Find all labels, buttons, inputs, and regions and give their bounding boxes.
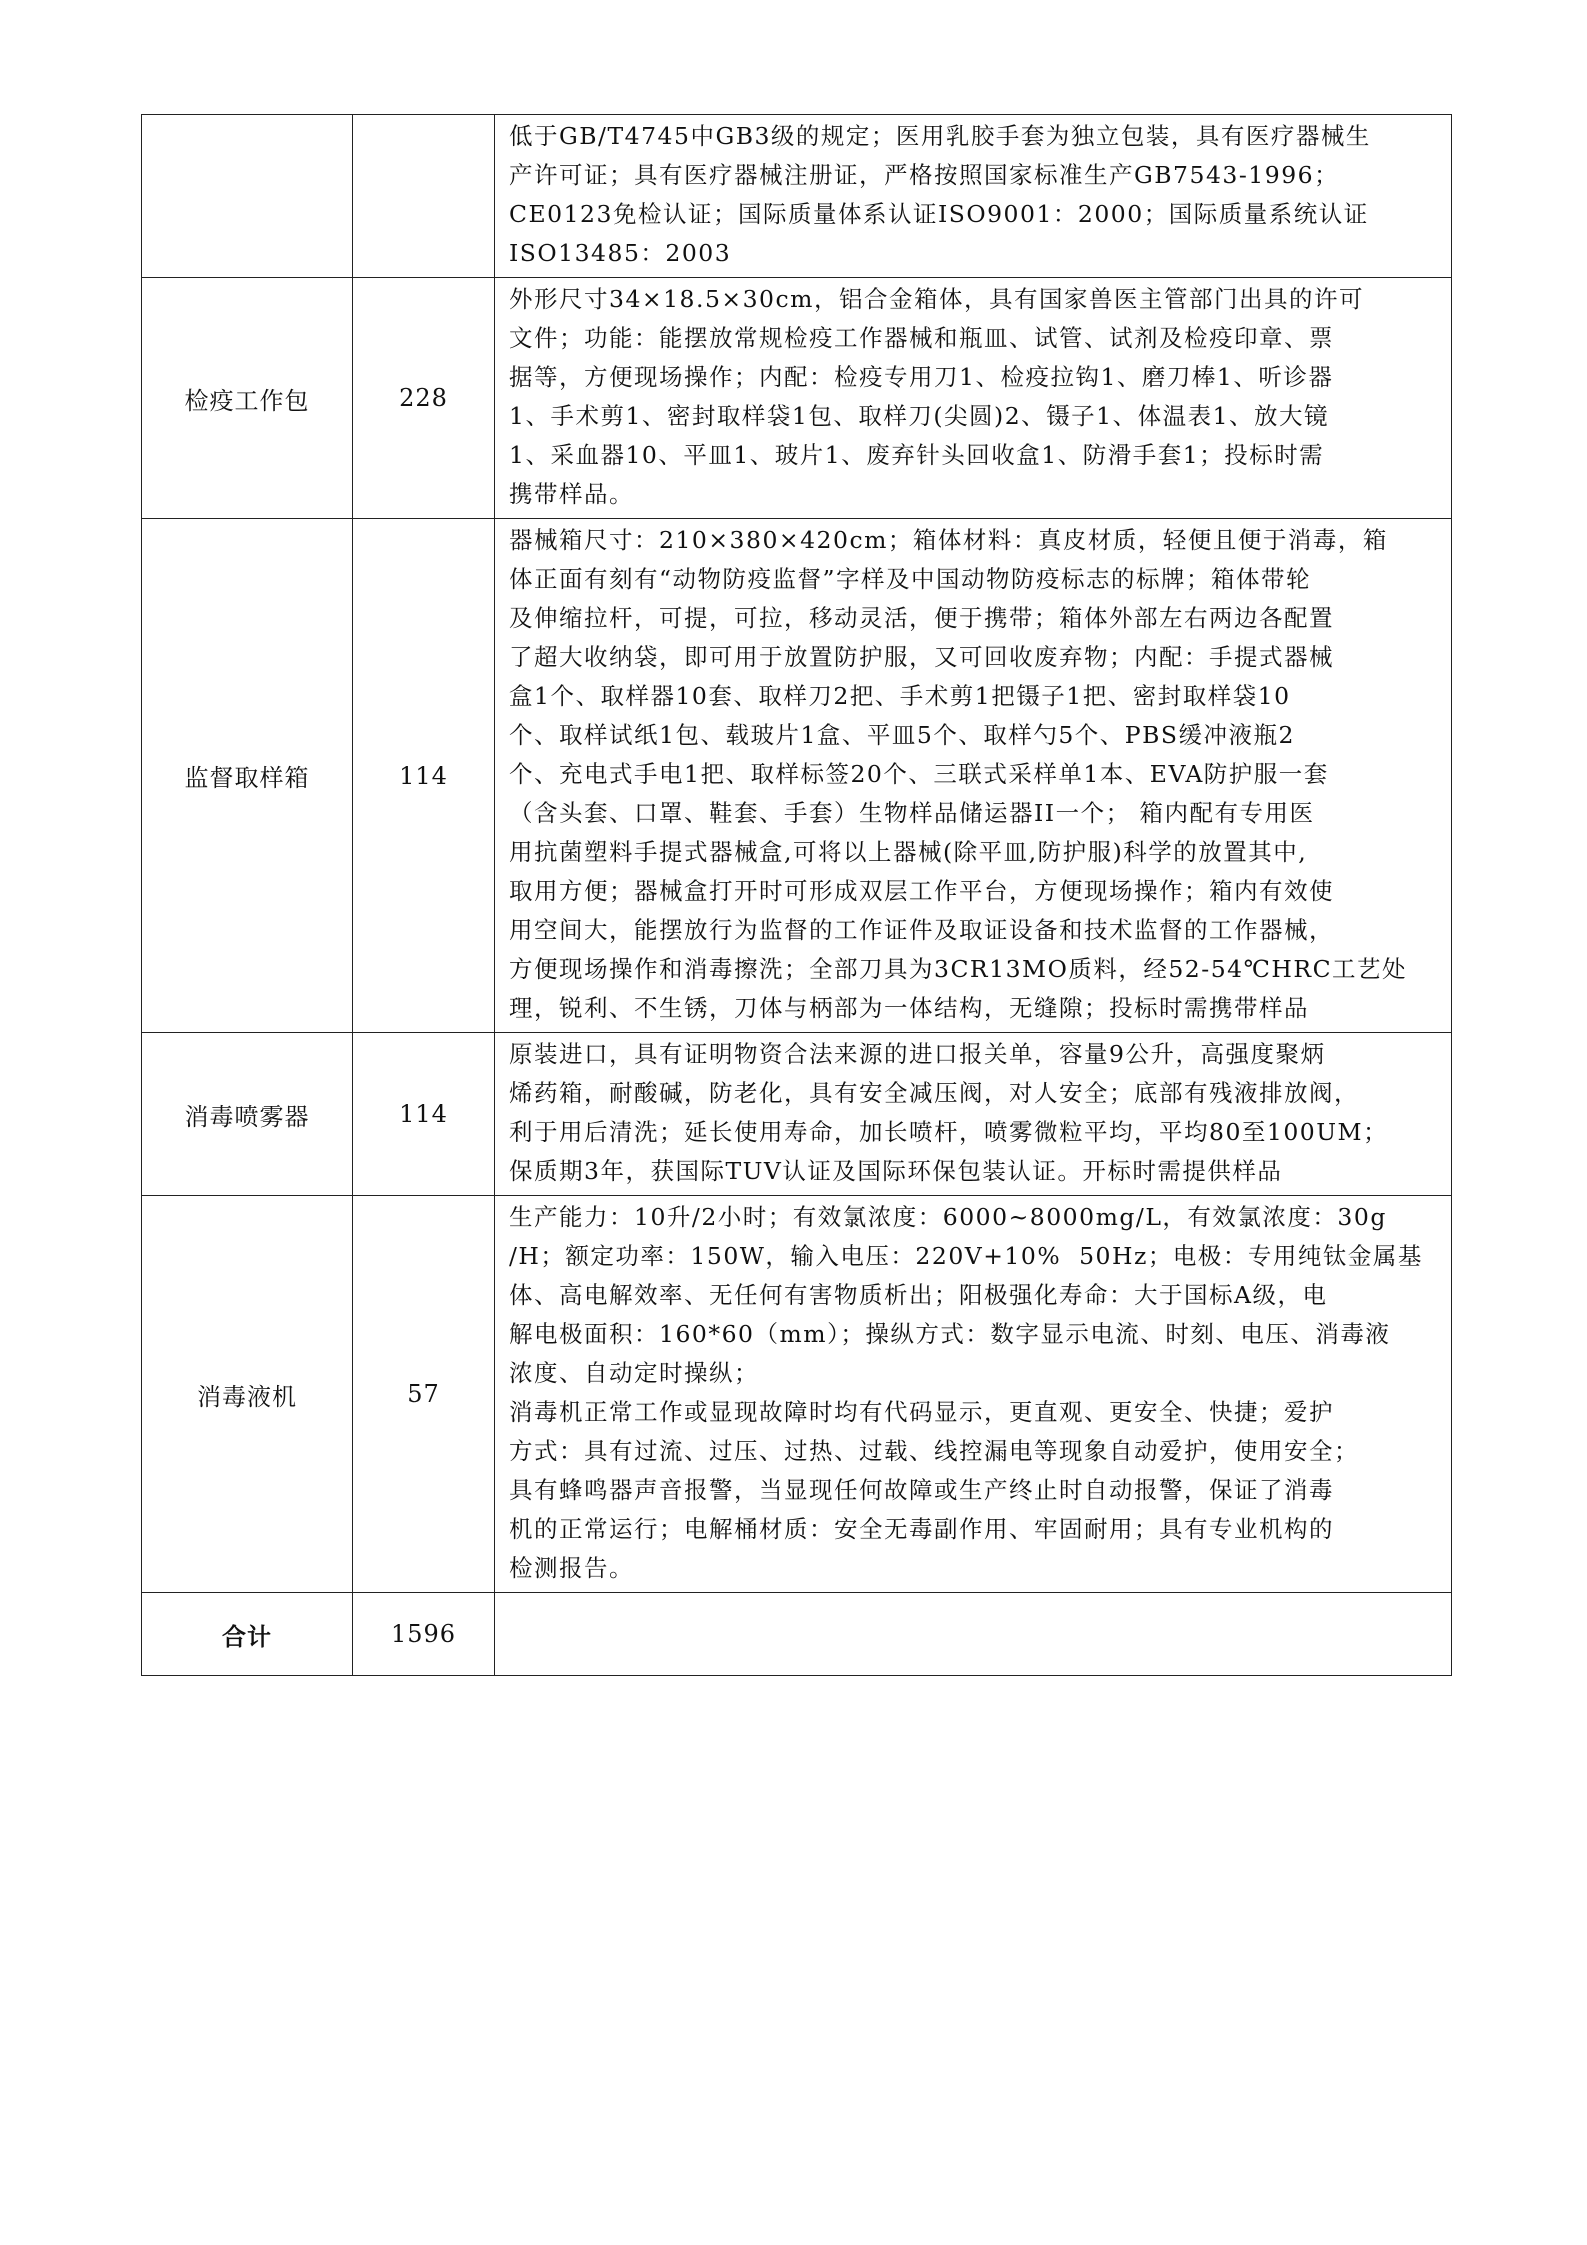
description-line: 个、取样试纸1包、载玻片1盒、平皿5个、取样勺5个、PBS缓冲液瓶2	[509, 721, 1295, 749]
description-line: 体正面有刻有“动物防疫监督”字样及中国动物防疫标志的标牌；箱体带轮	[509, 565, 1312, 593]
description-line: 消毒机正常工作或显现故障时均有代码显示，更直观、更安全、快捷；爱护	[509, 1398, 1334, 1426]
item-name: 检疫工作包	[142, 278, 353, 519]
table-row	[142, 1196, 1452, 1593]
description-line: 方式：具有过流、过压、过热、过载、线控漏电等现象自动爱护，使用安全；	[509, 1437, 1359, 1465]
description-line: 具有蜂鸣器声音报警，当显现任何故障或生产终止时自动报警，保证了消毒	[509, 1476, 1334, 1504]
table-row	[142, 519, 1452, 1033]
item-quantity	[353, 115, 495, 278]
total-row-group	[142, 1593, 1452, 1676]
total-label: 合计	[142, 1593, 353, 1676]
description-line: 低于GB/T4745中GB3级的规定；医用乳胶手套为独立包装，具有医疗器械生	[509, 122, 1371, 150]
item-quantity: 228	[353, 278, 495, 519]
description-line: 机的正常运行；电解桶材质：安全无毒副作用、牢固耐用；具有专业机构的	[509, 1515, 1334, 1543]
description-line: 取用方便；器械盒打开时可形成双层工作平台，方便现场操作；箱内有效使	[509, 877, 1334, 905]
table-row	[142, 278, 1452, 519]
description-line: 理，锐利、不生锈，刀体与柄部为一体结构，无缝隙；投标时需携带样品	[509, 994, 1309, 1022]
table-body	[142, 115, 1452, 1593]
description-line: 保质期3年，获国际TUV认证及国际环保包装认证。开标时需提供样品	[509, 1157, 1283, 1185]
description-line: 利于用后清洗；延长使用寿命，加长喷杆，喷雾微粒平均，平均80至100UM；	[509, 1118, 1389, 1146]
description-line: 方便现场操作和消毒擦洗；全部刀具为3CR13MO质料，经52-54℃HRC工艺处	[509, 955, 1408, 983]
description-line: 携带样品。	[509, 480, 634, 508]
description-line: 原装进口，具有证明物资合法来源的进口报关单，容量9公升，高强度聚炳	[509, 1040, 1326, 1068]
equipment-spec-table	[141, 114, 1452, 1676]
item-name: 监督取样箱	[142, 519, 353, 1033]
description-line: 器械箱尺寸：210×380×420cm；箱体材料：真皮材质，轻便且便于消毒，箱	[509, 526, 1388, 554]
item-name: 消毒液机	[142, 1196, 353, 1593]
description-line: 1、采血器10、平皿1、玻片1、废弃针头回收盒1、防滑手套1；投标时需	[509, 441, 1325, 469]
description-line: 体、高电解效率、无任何有害物质析出；阳极强化寿命：大于国标A级，电	[509, 1281, 1328, 1309]
description-line: 解电极面积：160*60（mm）；操纵方式：数字显示电流、时刻、电压、消毒液	[509, 1320, 1391, 1348]
description-line: 个、充电式手电1把、取样标签20个、三联式采样单1本、EVA防护服一套	[509, 760, 1329, 788]
description-line: 生产能力：10升/2小时；有效氯浓度：6000~8000mg/L，有效氯浓度：30g	[509, 1203, 1387, 1231]
item-description	[495, 1196, 1452, 1593]
item-quantity: 114	[353, 519, 495, 1033]
item-description	[495, 519, 1452, 1033]
total-row	[142, 1593, 1452, 1676]
description-line: CE0123免检认证；国际质量体系认证ISO9001：2000；国际质量系统认证	[509, 200, 1369, 228]
description-line: 产许可证；具有医疗器械注册证，严格按照国家标准生产GB7543-1996；	[509, 161, 1340, 189]
table-row	[142, 1033, 1452, 1196]
description-line: 用空间大，能摆放行为监督的工作证件及取证设备和技术监督的工作器械，	[509, 916, 1334, 944]
table-row	[142, 115, 1452, 278]
description-line: ISO13485：2003	[509, 239, 732, 267]
item-description	[495, 278, 1452, 519]
description-line: 烯药箱，耐酸碱，防老化，具有安全减压阀，对人安全；底部有残液排放阀，	[509, 1079, 1359, 1107]
description-line: /H；额定功率：150W，输入电压：220V+10% 50Hz；电极：专用纯钛金属基	[509, 1242, 1423, 1270]
item-name: 消毒喷雾器	[142, 1033, 353, 1196]
description-line: 盒1个、取样器10套、取样刀2把、手术剪1把镊子1把、密封取样袋10	[509, 682, 1291, 710]
total-quantity: 1596	[353, 1593, 495, 1676]
item-description	[495, 115, 1452, 278]
description-line: 用抗菌塑料手提式器械盒,可将以上器械(除平皿,防护服)科学的放置其中,	[509, 838, 1308, 866]
description-line: 及伸缩拉杆，可提，可拉，移动灵活，便于携带；箱体外部左右两边各配置	[509, 604, 1334, 632]
description-line: 外形尺寸34×18.5×30cm，铝合金箱体，具有国家兽医主管部门出具的许可	[509, 285, 1364, 313]
description-line: 据等，方便现场操作；内配：检疫专用刀1、检疫拉钩1、磨刀棒1、听诊器	[509, 363, 1334, 391]
item-description	[495, 1033, 1452, 1196]
description-line: 浓度、自动定时操纵；	[509, 1359, 759, 1387]
description-line: 了超大收纳袋，即可用于放置防护服，又可回收废弃物；内配：手提式器械	[509, 643, 1334, 671]
item-name	[142, 115, 353, 278]
item-quantity: 114	[353, 1033, 495, 1196]
description-line: 1、手术剪1、密封取样袋1包、取样刀(尖圆)2、镊子1、体温表1、放大镜	[509, 402, 1330, 430]
description-line: 检测报告。	[509, 1554, 634, 1582]
description-line: （含头套、口罩、鞋套、手套）生物样品储运器II一个； 箱内配有专用医	[509, 799, 1315, 827]
total-description	[495, 1593, 1452, 1676]
description-line: 文件；功能：能摆放常规检疫工作器械和瓶皿、试管、试剂及检疫印章、票	[509, 324, 1334, 352]
item-quantity: 57	[353, 1196, 495, 1593]
